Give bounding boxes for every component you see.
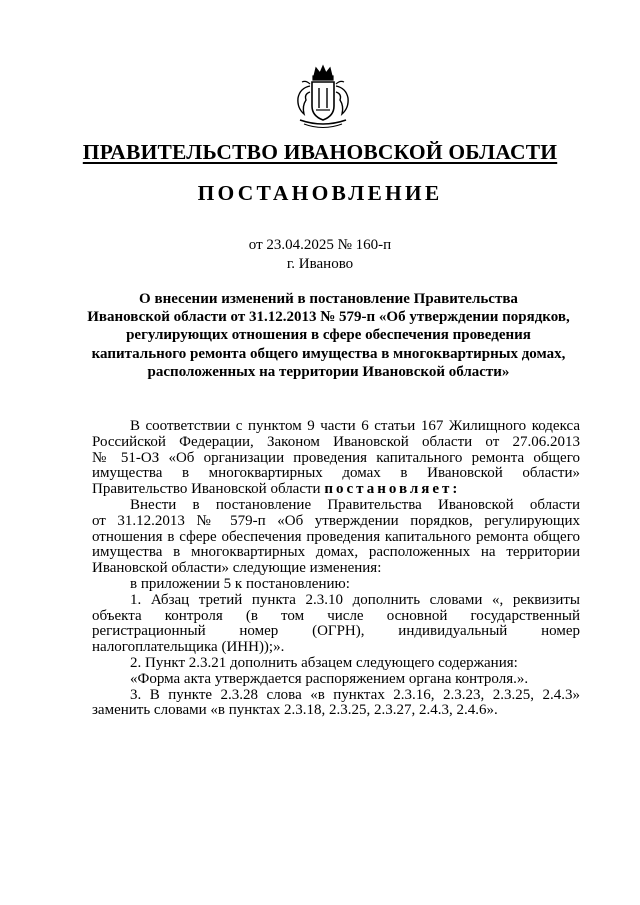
appendix-paragraph	[92, 577, 580, 593]
preamble-paragraph	[92, 419, 580, 498]
date-block	[0, 236, 640, 274]
changes-paragraph	[92, 498, 580, 577]
text-line: 3. В пункте 2.3.28 слова «в пунктах 2.3.16, 2.3.23, 2.3.25, 2.4.3»	[130, 686, 580, 703]
text-line: заменить словами «в пунктах 2.3.18, 2.3.25, 2.3.27, 2.4.3, 2.4.6».	[92, 702, 498, 719]
item-3	[92, 688, 580, 720]
coat-of-arms-icon	[292, 62, 354, 132]
item-1	[92, 593, 580, 656]
city: г. Иваново	[286, 256, 354, 272]
text-line: № 51-ОЗ «Об организации проведения капитального ремонта общего	[92, 449, 580, 466]
document-body	[92, 419, 580, 719]
text-line: Ивановской области» следующие изменения:	[92, 560, 382, 577]
title-line: Ивановской области от 31.12.2013 № 579-п «Об утверждении порядков,	[87, 309, 570, 326]
text-line: в приложении 5 к постановлению:	[130, 575, 350, 592]
resolves-word: постановляет:	[324, 481, 461, 498]
text-line	[92, 482, 580, 498]
text-line: «Форма акта утверждается распоряжением органа контроля.».	[130, 670, 529, 687]
government-name: ПРАВИТЕЛЬСТВО ИВАНОВСКОЙ ОБЛАСТИ	[82, 140, 558, 164]
title-line: капитального ремонта общего имущества в многоквартирных домах,	[91, 345, 566, 362]
title-line: О внесении изменений в постановление Правительства	[139, 291, 518, 307]
text-line: от 31.12.2013 № 579-п «Об утверждении порядков, регулирующих	[92, 512, 580, 529]
text-line: 1. Абзац третий пункта 2.3.10 дополнить словами «, реквизиты	[130, 591, 580, 608]
text-line: имущества в многоквартирных домах в Ивановской области»	[92, 465, 580, 482]
document-title	[75, 290, 582, 381]
preamble-last-text: Правительство Ивановской области	[92, 481, 325, 498]
text-line: регистрационный номер (ОГРН), индивидуальный номер	[92, 623, 580, 640]
text-line: налогоплательщика (ИНН));».	[92, 639, 285, 656]
title-line: регулирующих отношения в сфере обеспечения проведения	[126, 327, 531, 344]
date-number: от 23.04.2025 № 160-п	[248, 237, 392, 253]
item-2	[92, 656, 580, 688]
text-line: В соответствии с пунктом 9 части 6 статьи 167 Жилищного кодекса	[130, 418, 580, 434]
text-line: 2. Пункт 2.3.21 дополнить абзацем следующего содержания:	[130, 654, 518, 671]
title-line: расположенных на территории Ивановской области»	[147, 363, 510, 380]
document-type: ПОСТАНОВЛЕНИЕ	[197, 181, 443, 205]
text-line: имущества в многоквартирных домах, расположенных на территории	[92, 544, 580, 561]
text-line: Внести в постановление Правительства Ивановской области	[130, 496, 580, 513]
text-line: объекта контроля (в том числе основной государственный	[92, 607, 580, 624]
text-line: отношения в сфере обеспечения проведения капитального ремонта общего	[92, 528, 580, 545]
text-line: Российской Федерации, Законом Ивановской области от 27.06.2013	[92, 433, 580, 450]
